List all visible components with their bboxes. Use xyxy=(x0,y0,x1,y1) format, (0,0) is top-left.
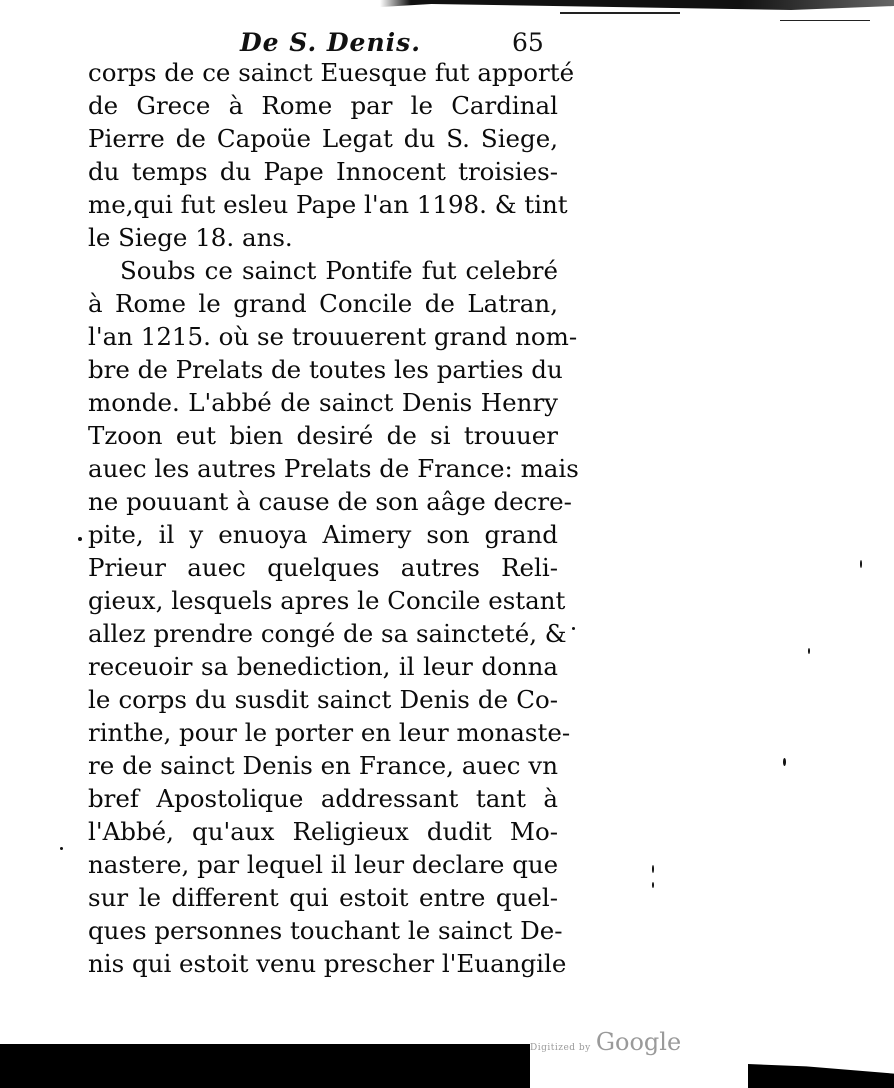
text-line: de Grece à Rome par le Cardinal xyxy=(88,91,558,120)
scan-corner-shadow xyxy=(748,1064,894,1088)
scan-speck xyxy=(783,758,786,766)
scan-speck xyxy=(808,648,810,654)
scan-speck xyxy=(860,560,862,568)
text-line: ques personnes touchant le sainct De- xyxy=(88,916,563,945)
text-line: monde. L'abbé de sainct Denis Henry xyxy=(88,388,558,417)
text-line: nastere, par lequel il leur declare que xyxy=(88,850,559,879)
text-line: l'an 1215. où se trouuerent grand nom- xyxy=(88,322,578,351)
text-line: pite, il y enuoya Aimery son grand xyxy=(88,520,558,549)
text-line: l'Abbé, qu'aux Religieux dudit Mo- xyxy=(88,817,558,846)
text-line: ne pouuant à cause de son aâge decre- xyxy=(88,487,572,516)
text-line: gieux, lesquels apres le Concile estant xyxy=(88,586,566,615)
scan-bottom-shadow xyxy=(0,1044,530,1088)
text-line: bre de Prelats de toutes les parties du xyxy=(88,355,563,384)
body-text xyxy=(88,56,579,980)
text-line: le corps du susdit sainct Denis de Co- xyxy=(88,685,558,714)
scan-edge-shadow xyxy=(380,0,894,10)
text-line: re de sainct Denis en France, auec vn xyxy=(88,751,558,780)
text-line: auec les autres Prelats de France: mais xyxy=(88,454,579,483)
text-line: Tzoon eut bien desiré de si trouuer xyxy=(88,421,558,450)
watermark-prefix: Digitized by xyxy=(530,1043,591,1053)
scan-speck xyxy=(560,12,680,14)
page-number: 65 xyxy=(512,28,544,57)
scan-speck xyxy=(78,537,82,541)
running-title: De S. Denis. xyxy=(240,28,421,57)
text-line: allez prendre congé de sa saincteté, & xyxy=(88,619,567,648)
text-line: Pierre de Capoüe Legat du S. Siege, xyxy=(88,124,558,153)
google-watermark xyxy=(530,1028,681,1056)
scan-speck xyxy=(652,882,654,888)
text-line: sur le different qui estoit entre quel- xyxy=(88,883,558,912)
text-line: bref Apostolique addressant tant à xyxy=(88,784,558,813)
scan-speck xyxy=(572,627,575,630)
text-line: Prieur auec quelques autres Reli- xyxy=(88,553,558,582)
text-line: nis qui estoit venu prescher l'Euangile xyxy=(88,949,567,978)
text-line: receuoir sa benediction, il leur donna xyxy=(88,652,558,681)
text-line: du temps du Pape Innocent troisies- xyxy=(88,157,558,186)
watermark-brand: Google xyxy=(595,1028,682,1056)
scan-speck xyxy=(60,847,63,850)
scan-speck xyxy=(652,865,654,873)
scan-speck xyxy=(780,20,870,21)
text-line: le Siege 18. ans. xyxy=(88,223,293,252)
text-line: me,qui fut esleu Pape l'an 1198. & tint xyxy=(88,190,568,219)
text-line: à Rome le grand Concile de Latran, xyxy=(88,289,558,318)
text-line: rinthe, pour le porter en leur monaste- xyxy=(88,718,571,747)
text-line: Soubs ce sainct Pontife fut celebré xyxy=(120,256,558,285)
text-line: corps de ce sainct Euesque fut apporté xyxy=(88,58,575,87)
